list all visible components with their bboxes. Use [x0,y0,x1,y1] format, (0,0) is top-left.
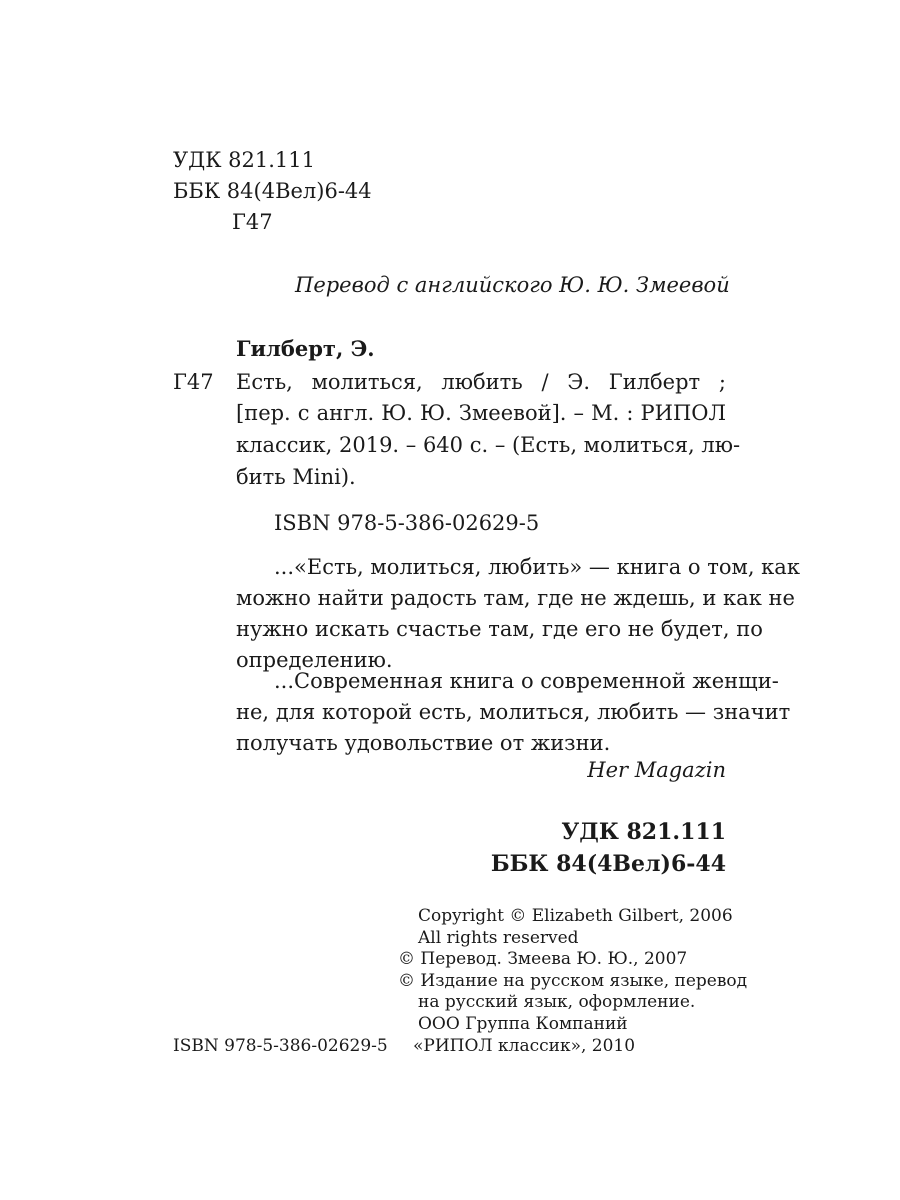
description-line: [пер. с англ. Ю. Ю. Змеевой]. – М. : РИПОЛ [236,401,726,425]
annotation-paragraph-1 [236,552,800,676]
author-sign: Г47 [232,210,273,234]
annotation-line: не, для которой есть, молиться, любить — значит [236,700,791,724]
annotation-line: можно найти радость там, где не ждешь, и как не [236,586,795,610]
title-word: Гилберт [608,370,701,394]
annotation-source: Her Magazin [587,758,726,782]
copyright-line: ООО Группа Компаний [418,1014,628,1034]
title-word: молиться, [311,370,423,394]
copyright-line: All rights reserved [418,927,579,948]
translator-note: Перевод с английского Ю. Ю. Змеевой [295,273,730,297]
title-word: Э. [567,370,591,394]
description-line: классик, 2019. – 640 с. – (Есть, молиться, лю- [236,433,741,457]
catalog-author: Гилберт, Э. [236,336,375,361]
annotation-line: ...«Есть, молиться, любить» — книга о том, как [274,555,800,579]
bottom-isbn: ISBN 978-5-386-02629-5 [173,1035,388,1056]
title-word: ; [718,370,726,394]
catalog-isbn: ISBN 978-5-386-02629-5 [274,511,540,535]
annotation-line: определению. [236,648,393,672]
bbk-code: ББК 84(4Вел)6-44 [173,179,372,203]
udk-code: УДК 821.111 [173,148,316,172]
footer-udk-code: УДК 821.111 [561,819,726,845]
title-word: / [541,370,549,394]
catalog-title-line [236,368,726,396]
copyright-line: на русский язык, оформление. [418,992,696,1013]
copyright-line: Copyright © Elizabeth Gilbert, 2006 [418,906,733,926]
annotation-paragraph-2 [236,666,791,759]
copyright-line: «РИПОЛ классик», 2010 [413,1035,636,1056]
footer-bbk-code: ББК 84(4Вел)6-44 [490,851,726,877]
copyright-line: © Издание на русском языке, перевод [398,970,748,991]
annotation-line: ...Современная книга о современной женщи- [274,669,779,693]
annotation-line: получать удовольствие от жизни. [236,731,611,755]
description-line: бить Mini). [236,465,356,489]
catalog-description [236,397,741,493]
catalog-sign: Г47 [173,370,214,394]
annotation-line: нужно искать счастье там, где его не будет, по [236,617,763,641]
title-word: любить [441,370,523,394]
copyright-line: © Перевод. Змеева Ю. Ю., 2007 [398,949,688,970]
title-word: Есть, [236,370,293,394]
